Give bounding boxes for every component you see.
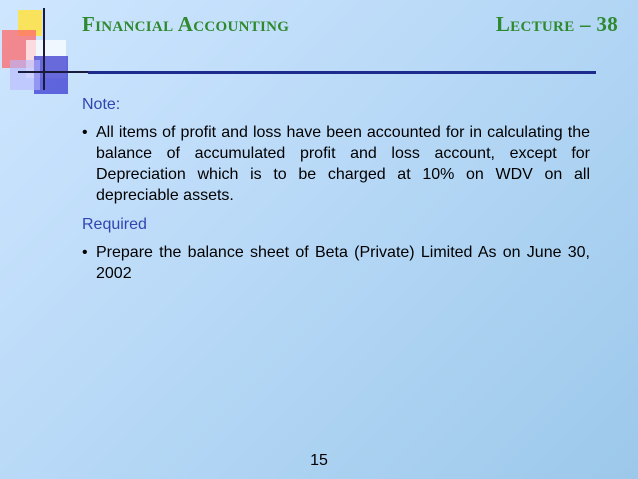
lecture-title: Lecture – 38 xyxy=(495,12,618,36)
required-paragraph xyxy=(82,242,590,284)
bullet-icon: • xyxy=(82,124,88,141)
required-text: Prepare the balance sheet of Beta (Private) Limited As on June 30, 2002 xyxy=(96,244,590,282)
bullet-icon: • xyxy=(82,244,88,261)
required-heading: Required xyxy=(82,216,147,233)
note-text: All items of profit and loss have been accounted for in calculating the balance of accumulated profit and loss account, except for Depreciation which is to be charged at 10% on WDV on all depreciable assets. xyxy=(96,124,590,204)
slide-content xyxy=(82,96,590,294)
note-heading: Note: xyxy=(82,96,121,113)
header-rule xyxy=(88,71,596,74)
page-number: 15 xyxy=(310,452,328,469)
course-title: Financial Accounting xyxy=(82,12,290,36)
note-paragraph xyxy=(82,122,590,206)
decorative-squares xyxy=(0,0,90,100)
